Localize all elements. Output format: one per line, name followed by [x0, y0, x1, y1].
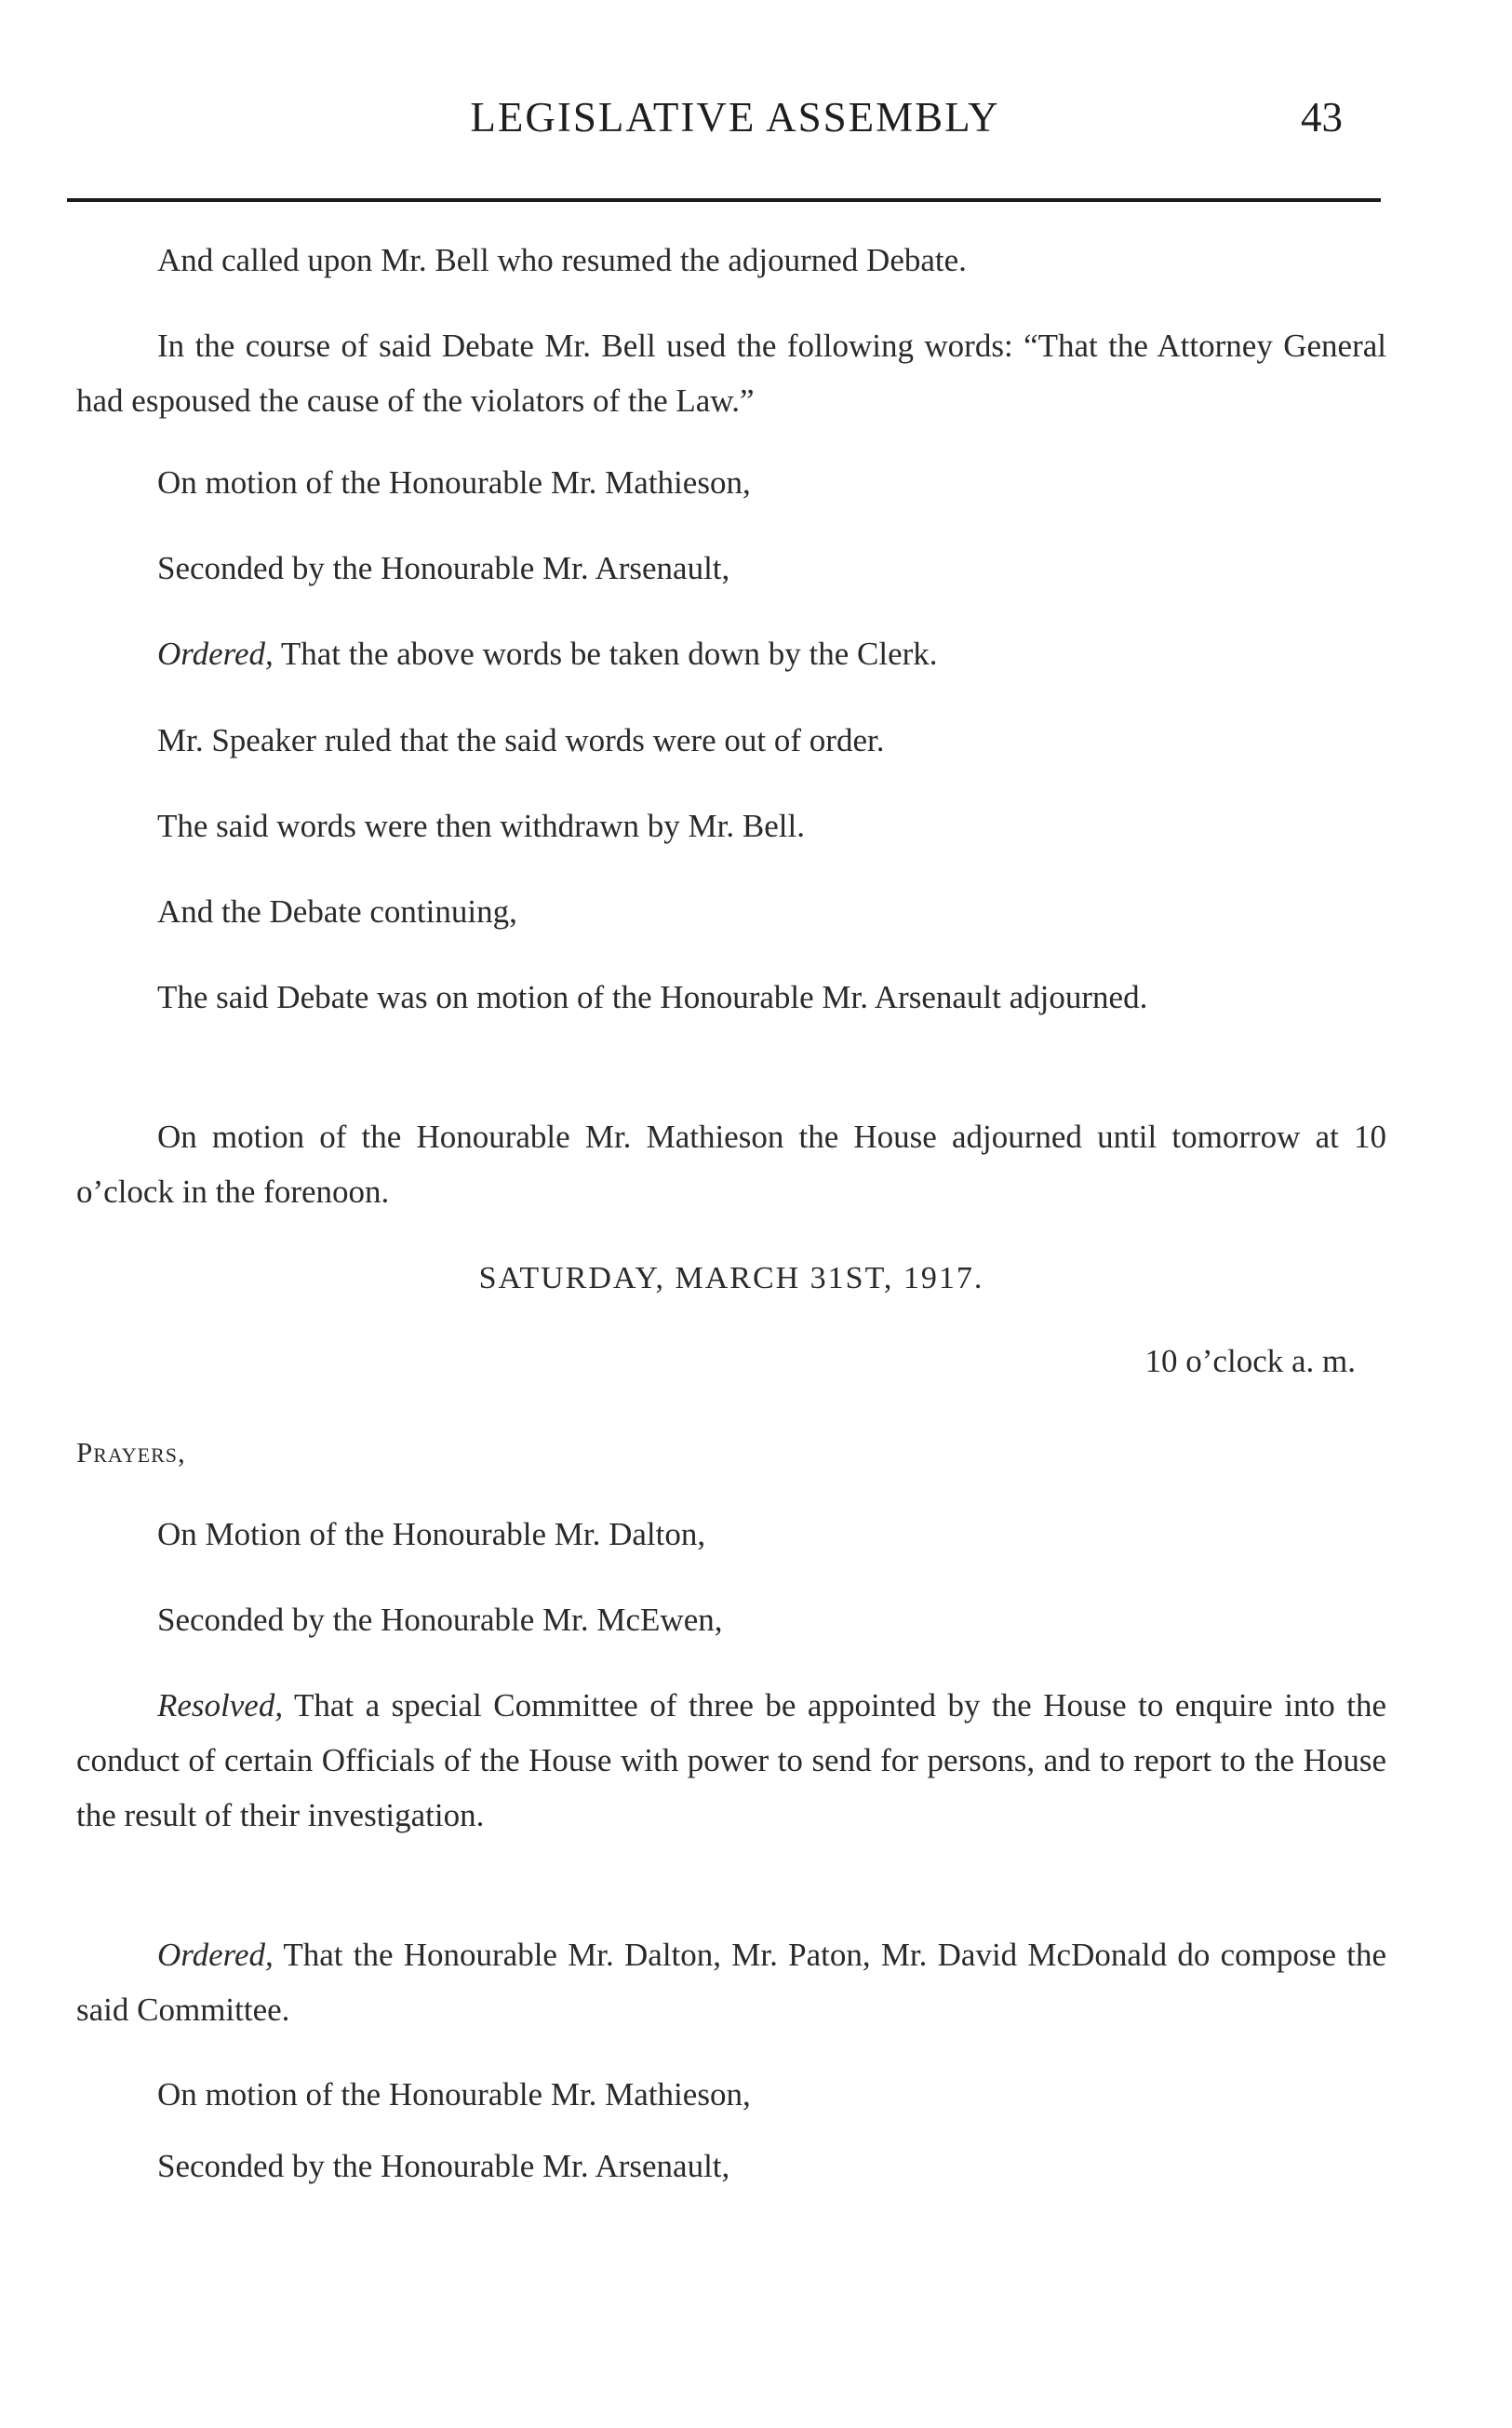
paragraph-seconded-mcewen: Seconded by the Honourable Mr. McEwen,: [157, 1602, 723, 1638]
ordered-committee-text: That the Honourable Mr. Dalton, Mr. Paton, Mr. David McDonald do compose the said Committee.: [76, 1937, 1386, 2028]
page-number: 43: [1301, 94, 1343, 141]
ordered-label: Ordered,: [157, 636, 274, 672]
paragraph-motion-mathieson: On motion of the Honourable Mr. Mathieson,: [157, 464, 751, 501]
sitting-date: SATURDAY, MARCH 31ST, 1917.: [478, 1261, 984, 1295]
paragraph-speaker-ruled: Mr. Speaker ruled that the said words were out of order.: [157, 722, 885, 758]
paragraph-motion-mathieson-2: On motion of the Honourable Mr. Mathieson,: [157, 2076, 751, 2113]
running-header-title: LEGISLATIVE ASSEMBLY: [470, 94, 1000, 141]
header-rule: [67, 198, 1381, 202]
paragraph-seconded-arsenault-2: Seconded by the Honourable Mr. Arsenault,: [157, 2148, 730, 2184]
resolved-text: That a special Committee of three be appointed by the House to enquire into the conduct of certain Officials of the House with power to send for persons, and to report to the House the result of their investigation.: [76, 1687, 1386, 1833]
prayers-heading: Prayers,: [76, 1436, 186, 1469]
resolved-label: Resolved,: [157, 1687, 284, 1724]
paragraph-words-withdrawn: The said words were then withdrawn by Mr. Bell.: [157, 808, 805, 844]
paragraph-debate-continuing: And the Debate continuing,: [157, 893, 517, 930]
paragraph-resolved-committee: [76, 1678, 1386, 1843]
ordered-text: That the above words be taken down by the Clerk.: [273, 636, 938, 672]
sitting-time: 10 o’clock a. m.: [1144, 1343, 1356, 1379]
paragraph-motion-dalton: On Motion of the Honourable Mr. Dalton,: [157, 1516, 706, 1552]
paragraph-debate-adjourned: The said Debate was on motion of the Honourable Mr. Arsenault adjourned.: [157, 979, 1148, 1015]
paragraph-bell-words: In the course of said Debate Mr. Bell used the following words: “That the Attorney General had espoused the cause of the violators of the Law.”: [76, 328, 1386, 419]
paragraph-seconded-arsenault: Seconded by the Honourable Mr. Arsenault,: [157, 550, 730, 586]
paragraph-house-adjourned: On motion of the Honourable Mr. Mathieson the House adjourned until tomorrow at 10 o’clock in the forenoon.: [76, 1119, 1386, 1210]
paragraph-ordered-words-taken: [76, 626, 1386, 681]
paragraph-ordered-committee-members: [76, 1927, 1386, 2037]
ordered-committee-label: Ordered,: [157, 1937, 274, 1973]
paragraph-called-upon-bell: And called upon Mr. Bell who resumed the adjourned Debate.: [157, 242, 967, 278]
